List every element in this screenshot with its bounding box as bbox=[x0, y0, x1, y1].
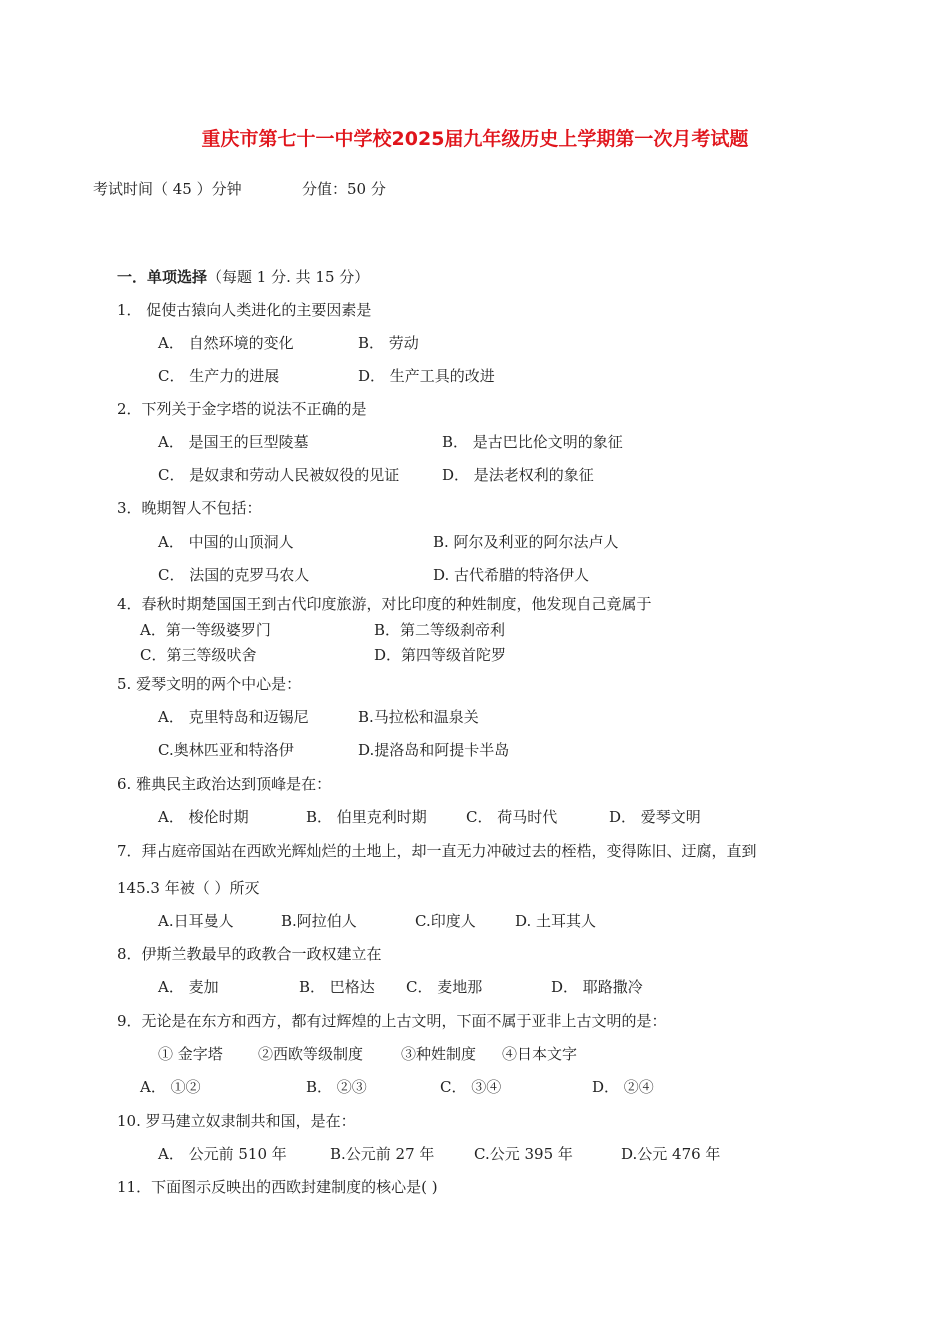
question-option: B. 阿尔及利亚的阿尔法卢人 bbox=[433, 533, 619, 551]
question-option: C.印度人 bbox=[415, 912, 476, 930]
section-heading-note: （每题 1 分. 共 15 分） bbox=[207, 268, 370, 286]
question-option: C． 生产力的进展 bbox=[158, 367, 280, 385]
question-stem: 3．晚期智人不包括： bbox=[117, 499, 262, 517]
question-option: A． 是国王的巨型陵墓 bbox=[158, 433, 309, 451]
question-option: A． 麦加 bbox=[158, 978, 219, 996]
question-option: D． 是法老权利的象征 bbox=[442, 466, 594, 484]
question-option: C．第三等级吠舍 bbox=[140, 646, 257, 664]
question-item: ③种姓制度 bbox=[401, 1045, 477, 1063]
question-option: D． 爱琴文明 bbox=[609, 808, 701, 826]
question-stem: 9．无论是在东方和西方，都有过辉煌的上古文明，下面不属于亚非上古文明的是： bbox=[117, 1012, 667, 1030]
question-item: ④日本文字 bbox=[502, 1045, 578, 1063]
question-option: D． 耶路撒冷 bbox=[551, 978, 643, 996]
question-option: C． 荷马时代 bbox=[466, 808, 558, 826]
question-stem: 2．下列关于金字塔的说法不正确的是 bbox=[117, 400, 367, 418]
question-option: B． 巴格达 bbox=[299, 978, 375, 996]
section-heading-label: 一．单项选择 bbox=[117, 268, 208, 286]
question-option: C． 麦地那 bbox=[406, 978, 483, 996]
question-option: D．第四等级首陀罗 bbox=[374, 646, 507, 664]
question-option: B.阿拉伯人 bbox=[281, 912, 357, 930]
question-stem: 7．拜占庭帝国站在西欧光辉灿烂的土地上，却一直无力冲破过去的桎梏，变得陈旧、迂腐，直到 bbox=[117, 842, 757, 860]
page-title: 重庆市第七十一中学校2025届九年级历史上学期第一次月考试题 bbox=[201, 128, 749, 150]
question-stem: 6. 雅典民主政治达到顶峰是在： bbox=[117, 775, 332, 793]
exam-score: 分值：50 分 bbox=[302, 180, 386, 198]
question-option: B.公元前 27 年 bbox=[330, 1145, 435, 1163]
question-option: B． 劳动 bbox=[358, 334, 419, 352]
question-option: D. 古代希腊的特洛伊人 bbox=[433, 566, 590, 584]
question-item: ① 金字塔 bbox=[158, 1045, 223, 1063]
question-option: C.公元 395 年 bbox=[474, 1145, 573, 1163]
question-option: B．第二等级刹帝利 bbox=[374, 621, 506, 639]
question-option: A． 公元前 510 年 bbox=[158, 1145, 287, 1163]
question-item: ②西欧等级制度 bbox=[258, 1045, 364, 1063]
question-stem: 5. 爱琴文明的两个中心是： bbox=[117, 675, 302, 693]
question-stem: 8．伊斯兰教最早的政教合一政权建立在 bbox=[117, 945, 382, 963]
question-option: A．第一等级婆罗门 bbox=[140, 621, 271, 639]
question-option: B． 是古巴比伦文明的象征 bbox=[442, 433, 623, 451]
question-option: A． ①② bbox=[140, 1078, 201, 1096]
question-option: B． ②③ bbox=[306, 1078, 367, 1096]
question-option: C.奥林匹亚和特洛伊 bbox=[158, 741, 294, 759]
question-stem: 10. 罗马建立奴隶制共和国，是在： bbox=[117, 1112, 356, 1130]
question-option: C． 是奴隶和劳动人民被奴役的见证 bbox=[158, 466, 400, 484]
question-stem: 4．春秋时期楚国国王到古代印度旅游，对比印度的种姓制度，他发现自己竟属于 bbox=[117, 595, 652, 613]
question-option: A． 梭伦时期 bbox=[158, 808, 249, 826]
exam-time: 考试时间（ 45 ）分钟 bbox=[93, 180, 242, 198]
question-option: A． 中国的山顶洞人 bbox=[158, 533, 294, 551]
question-stem-continued: 145.3 年被（ ）所灭 bbox=[117, 879, 260, 897]
question-option: D. 土耳其人 bbox=[515, 912, 597, 930]
question-option: B． 伯里克利时期 bbox=[306, 808, 427, 826]
section-heading bbox=[117, 267, 369, 287]
question-option: D.公元 476 年 bbox=[621, 1145, 721, 1163]
question-option: D． 生产工具的改进 bbox=[358, 367, 495, 385]
question-option: A． 克里特岛和迈锡尼 bbox=[158, 708, 309, 726]
question-option: A.日耳曼人 bbox=[158, 912, 234, 930]
question-option: B.马拉松和温泉关 bbox=[358, 708, 479, 726]
question-stem: 11．下面图示反映出的西欧封建制度的核心是( ) bbox=[117, 1178, 438, 1196]
question-option: D.提洛岛和阿提卡半岛 bbox=[358, 741, 510, 759]
question-option: C． 法国的克罗马农人 bbox=[158, 566, 310, 584]
question-option: C． ③④ bbox=[440, 1078, 502, 1096]
question-option: D． ②④ bbox=[592, 1078, 654, 1096]
question-option: A． 自然环境的变化 bbox=[158, 334, 294, 352]
question-stem: 1． 促使古猿向人类进化的主要因素是 bbox=[117, 301, 372, 319]
